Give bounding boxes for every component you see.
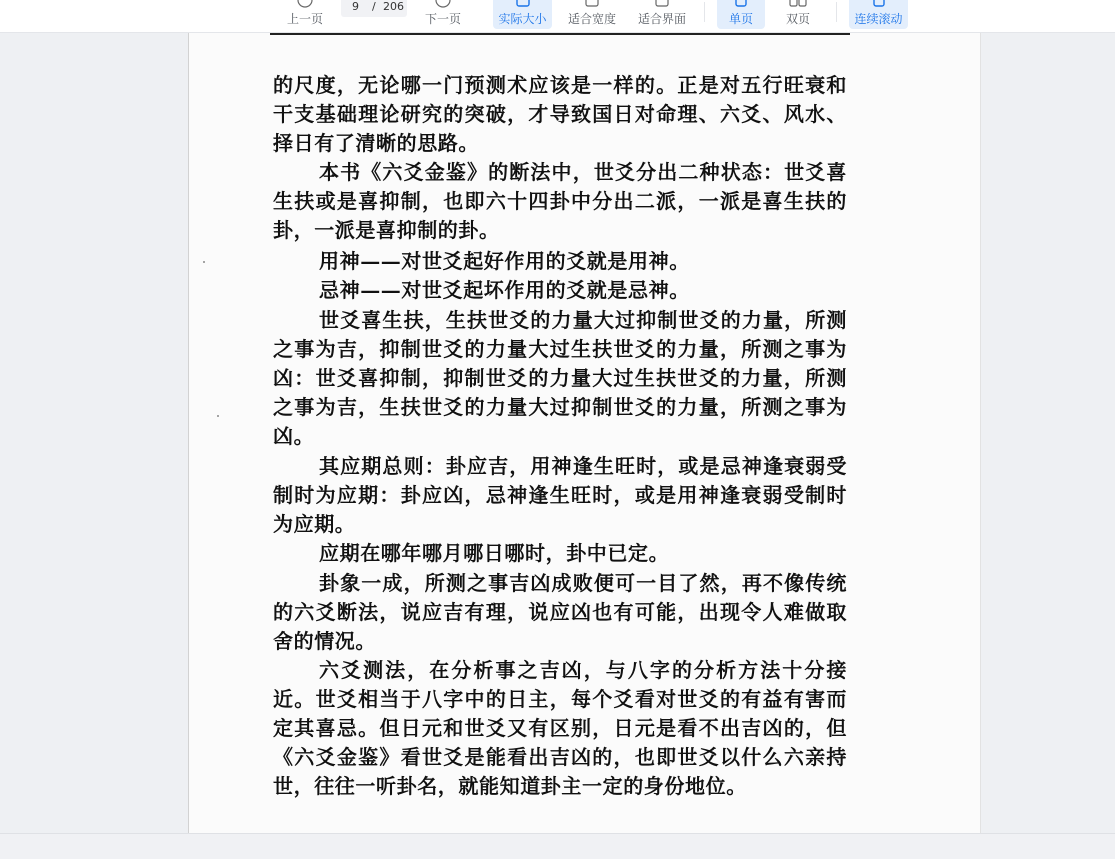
paragraph-6: 其应期总则：卦应吉，用神逢生旺时，或是忌神逢衰弱受制时为应期：卦应凶，忌神逢生旺时，或是用神逢衰弱受制时为应期。 [273, 454, 847, 536]
single-page-button[interactable] [717, 0, 765, 29]
document-viewer[interactable] [0, 33, 1115, 833]
paragraph-1: 的尺度，无论哪一门预测术应该是一样的。正是对五行旺衰和干支基础理论研究的突破，才导致国日对命理、六爻、风水、择日有了清晰的思路。 [273, 73, 847, 155]
document-page [188, 33, 981, 833]
fit-page-button[interactable] [632, 0, 692, 29]
paragraph-7: 应期在哪年哪月哪日哪时，卦中已定。 [319, 541, 670, 565]
fit-page-label: 适合界面 [637, 12, 686, 26]
prev-page-button[interactable] [280, 0, 330, 29]
next-page-label: 下一页 [424, 12, 461, 26]
scan-speck [203, 261, 205, 263]
double-page-label: 双页 [785, 12, 810, 26]
paragraph-2: 本书《六爻金鉴》的断法中，世爻分出二种状态：世爻喜生扶或是喜抑制，也即六十四卦中分出二派，一派是喜生扶的卦，一派是喜抑制的卦。 [273, 160, 847, 242]
page-separator: / [372, 0, 376, 13]
actual-size-label: 实际大小 [498, 12, 547, 26]
paragraph-3: 用神——对世爻起好作用的爻就是用神。 [319, 249, 690, 273]
fit-width-button[interactable] [562, 0, 622, 29]
paragraph-4: 忌神——对世爻起坏作用的爻就是忌神。 [319, 278, 690, 302]
fit-width-icon [584, 0, 600, 8]
viewer-toolbar [0, 0, 1115, 33]
scan-speck [217, 415, 219, 417]
paragraph-8: 卦象一成，所测之事吉凶成败便可一目了然，再不像传统的六爻断法，说应吉有理，说应凶也有可能，出现令人难做取舍的情况。 [273, 571, 847, 653]
continuous-scroll-icon [871, 0, 887, 8]
total-pages: 206 [383, 0, 404, 13]
paragraph-9: 六爻测法，在分析事之吉凶，与八字的分析方法十分接近。世爻相当于八字中的日主，每个爻看对世爻的有益有害而定其喜忌。但日元和世爻又有区别，日元是看不出吉凶的，但《六爻金鉴》看世爻是能看出吉凶的，也即世爻以什么六亲持世，往往一听卦名，就能知道卦主一定的身份地位。 [273, 658, 847, 798]
double-page-button[interactable] [774, 0, 822, 29]
prev-page-label: 上一页 [286, 12, 323, 26]
current-page-number: 9 [352, 0, 359, 13]
toolbar-divider [704, 2, 705, 22]
single-page-label: 单页 [728, 12, 753, 26]
fit-page-icon [654, 0, 670, 8]
actual-size-button[interactable] [493, 0, 552, 29]
next-page-button[interactable] [418, 0, 468, 29]
next-page-icon [435, 0, 451, 8]
actual-size-icon [515, 0, 531, 8]
page-number-input[interactable] [341, 0, 407, 17]
prev-page-icon [297, 0, 313, 8]
continuous-scroll-button[interactable] [849, 0, 908, 29]
paragraph-5: 世爻喜生扶，生扶世爻的力量大过抑制世爻的力量，所测之事为吉，抑制世爻的力量大过生扶世爻的力量，所测之事为凶：世爻喜抑制，抑制世爻的力量大过生扶世爻的力量，所测之事为吉，生扶世爻的力量大过抑制世爻的力量，所测之事为凶。 [273, 308, 847, 448]
fit-width-label: 适合宽度 [567, 12, 616, 26]
double-page-icon [789, 0, 807, 8]
status-bar [0, 833, 1115, 859]
toolbar-divider [836, 2, 837, 22]
page-header-rule [270, 33, 850, 35]
continuous-scroll-label: 连续滚动 [854, 12, 903, 26]
single-page-icon [733, 0, 749, 8]
